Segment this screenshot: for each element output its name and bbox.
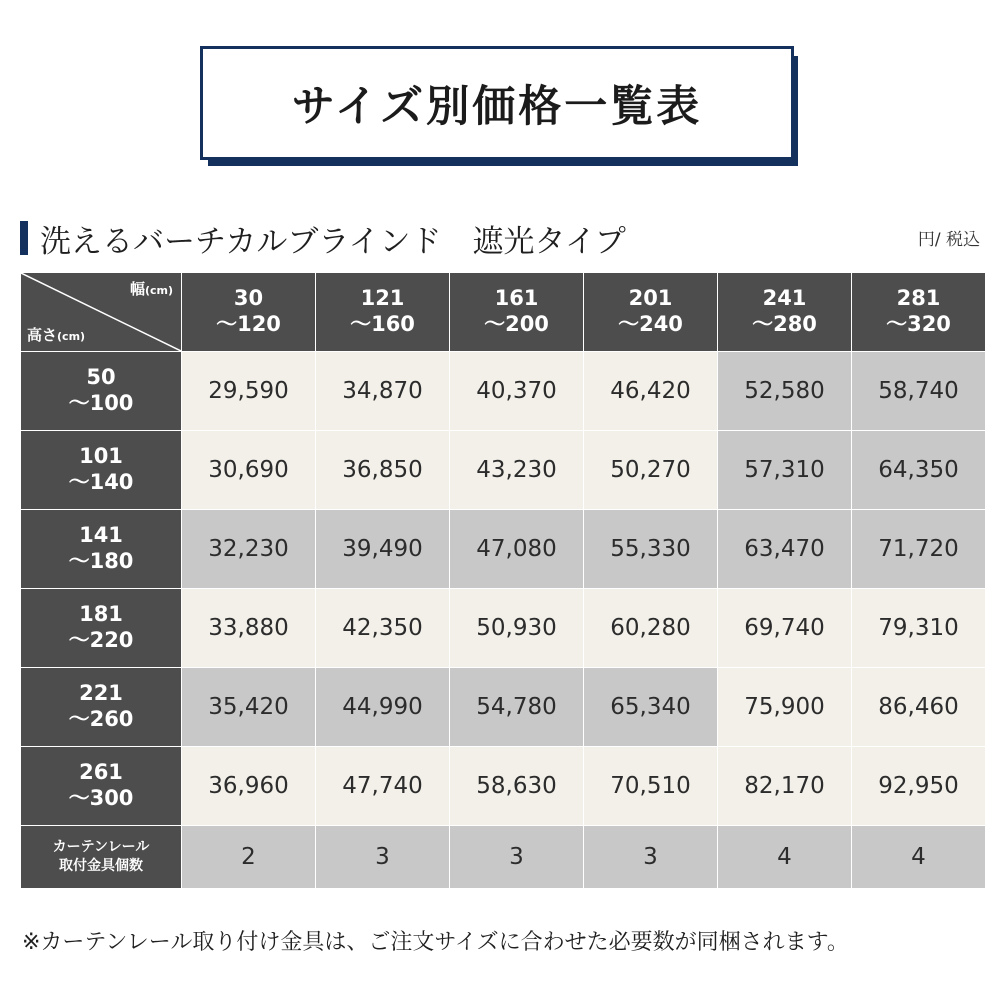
table-row — [21, 747, 986, 826]
price-cell: 39,490 — [316, 510, 450, 589]
row-header-2: 101 〜140 — [21, 431, 182, 510]
bracket-count-cell: 3 — [316, 826, 450, 889]
product-heading-row — [20, 212, 980, 264]
price-cell: 82,170 — [718, 747, 852, 826]
table-header-row — [21, 273, 986, 352]
column-header-4: 201 〜240 — [584, 273, 718, 352]
price-cell: 58,630 — [450, 747, 584, 826]
price-cell: 64,350 — [852, 431, 986, 510]
column-header-2: 121 〜160 — [316, 273, 450, 352]
row-header-6: 261 〜300 — [21, 747, 182, 826]
price-cell: 34,870 — [316, 352, 450, 431]
heading-accent-bar — [20, 221, 28, 255]
page-title: サイズ別価格一覧表 — [291, 81, 703, 132]
price-cell: 30,690 — [182, 431, 316, 510]
bracket-count-cell: 4 — [718, 826, 852, 889]
product-name: 洗えるバーチカルブラインド 遮光タイプ — [40, 223, 626, 260]
price-cell: 58,740 — [852, 352, 986, 431]
price-cell: 33,880 — [182, 589, 316, 668]
table-row — [21, 352, 986, 431]
column-header-5: 241 〜280 — [718, 273, 852, 352]
price-cell: 69,740 — [718, 589, 852, 668]
row-header-5: 221 〜260 — [21, 668, 182, 747]
price-cell: 57,310 — [718, 431, 852, 510]
price-cell: 32,230 — [182, 510, 316, 589]
price-unit-label: 円/ 税込 — [917, 229, 980, 250]
table-row — [21, 589, 986, 668]
price-cell: 86,460 — [852, 668, 986, 747]
price-cell: 42,350 — [316, 589, 450, 668]
price-cell: 54,780 — [450, 668, 584, 747]
corner-width-label: 幅(cm) — [129, 280, 173, 298]
bracket-count-cell: 3 — [450, 826, 584, 889]
table-row — [21, 510, 986, 589]
bracket-count-row — [21, 826, 986, 889]
corner-height-label: 高さ(cm) — [27, 326, 86, 344]
row-header-4: 181 〜220 — [21, 589, 182, 668]
table-row — [21, 431, 986, 510]
table-corner-cell — [21, 273, 182, 352]
column-header-3: 161 〜200 — [450, 273, 584, 352]
price-cell: 44,990 — [316, 668, 450, 747]
price-cell: 36,960 — [182, 747, 316, 826]
price-cell: 75,900 — [718, 668, 852, 747]
bracket-count-cell: 2 — [182, 826, 316, 889]
price-cell: 65,340 — [584, 668, 718, 747]
price-table-wrapper — [20, 272, 980, 889]
footnote: ※カーテンレール取り付け金具は、ご注文サイズに合わせた必要数が同梱されます。 — [22, 930, 849, 955]
price-cell: 50,270 — [584, 431, 718, 510]
row-header-3: 141 〜180 — [21, 510, 182, 589]
column-header-1: 30 〜120 — [182, 273, 316, 352]
price-cell: 43,230 — [450, 431, 584, 510]
price-cell: 63,470 — [718, 510, 852, 589]
price-cell: 35,420 — [182, 668, 316, 747]
row-header-1: 50 〜100 — [21, 352, 182, 431]
bracket-count-label: カーテンレール 取付金具個数 — [21, 826, 182, 889]
price-cell: 47,740 — [316, 747, 450, 826]
price-table — [20, 272, 986, 889]
price-cell: 60,280 — [584, 589, 718, 668]
price-cell: 70,510 — [584, 747, 718, 826]
table-row — [21, 668, 986, 747]
price-cell: 36,850 — [316, 431, 450, 510]
price-cell: 71,720 — [852, 510, 986, 589]
price-cell: 40,370 — [450, 352, 584, 431]
price-cell: 46,420 — [584, 352, 718, 431]
title-banner — [200, 46, 800, 166]
price-cell: 79,310 — [852, 589, 986, 668]
price-cell: 29,590 — [182, 352, 316, 431]
bracket-count-cell: 4 — [852, 826, 986, 889]
banner-box — [200, 46, 794, 160]
price-cell: 50,930 — [450, 589, 584, 668]
price-cell: 55,330 — [584, 510, 718, 589]
bracket-count-cell: 3 — [584, 826, 718, 889]
price-cell: 47,080 — [450, 510, 584, 589]
price-cell: 52,580 — [718, 352, 852, 431]
price-cell: 92,950 — [852, 747, 986, 826]
column-header-6: 281 〜320 — [852, 273, 986, 352]
